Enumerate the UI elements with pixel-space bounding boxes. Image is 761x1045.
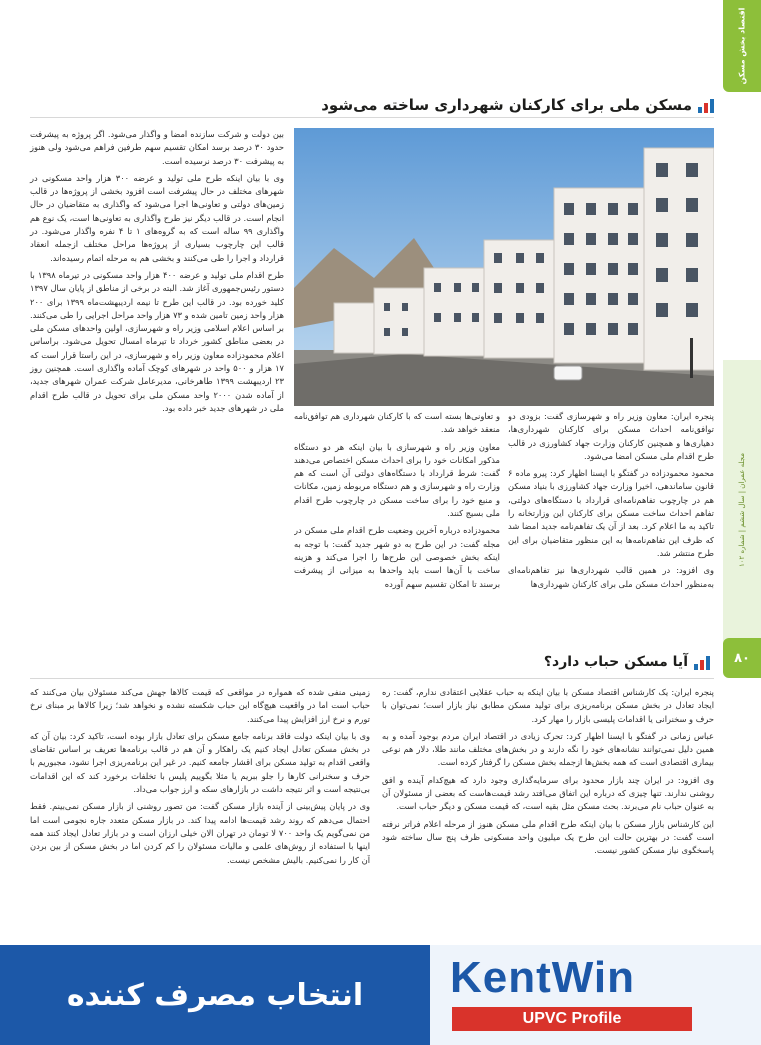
- article1-column-top: [30, 128, 285, 413]
- article2-column-right: [382, 686, 714, 936]
- paragraph: عباس زمانی در گفتگو با ایسنا اظهار کرد: تحرک زیادی در اقتصاد ایران مردم بوجود آمده و به همین دلیل نمی‌توانند نشانه‌های خود را نگه دارند و در بخش‌های مختلف مانند طلا، دلار هم نوعی بیماری اقتصادی است که همه بخش‌ها ازجمله بخش مسکن را گرفتار کرده است.: [382, 730, 714, 768]
- headline-bars-icon: [694, 654, 710, 670]
- article1-column-left-lower: [30, 410, 284, 640]
- paragraph: وی در پایان پیش‌بینی از آینده بازار مسکن گفت: من تصور روشنی از بازار مسکن نمی‌بینم. فقط احتمال می‌دهم که روند رشد قیمت‌ها ادامه پیدا کند. در بازار مسکن متعدد جاره نجومی است اما من نمی‌گویم یک واحد ۷۰۰ لا تومان در تهران الان خیلی ارزان است و در بازار تعادل ایجاد کنند همه اینها با استفاده از روش‌های علمی و مالیات مسئولان را کم کردن اما در بخش مسکن از بین بردن آن کار را نمی‌کنیم. بالیش مشخص نیست.: [30, 801, 370, 865]
- kentwin-advertisement[interactable]: [0, 945, 761, 1045]
- paragraph: وی افزود: در همین قالب شهرداری‌ها نیز تفاهم‌نامه‌ای به‌منظور احداث مسکن ملی برای کارکنان شهرداری‌ها: [508, 565, 714, 589]
- paragraph: و تعاونی‌ها بسته است که با کارکنان شهرداری هم توافق‌نامه منعقد خواهد شد.: [294, 411, 500, 435]
- article1-headline: [30, 92, 714, 118]
- article2-title: آیا مسکن حباب دارد؟: [543, 654, 688, 670]
- article2-headline: [410, 650, 710, 674]
- magazine-strip-label: مجله عمران | سال ششم | شماره ۱۰۲: [738, 452, 746, 568]
- paragraph: پنجره ایران: معاون وزیر راه و شهرسازی گفت: بزودی دو توافق‌نامه احداث مسکن برای کارکنان شهرداری‌ها، دهیاری‌ها و همچنین کارکنان وزارت جهاد کشاورزی در قالب طرح اقدام ملی مسکن امضا می‌شود.: [508, 411, 714, 461]
- paragraph: طرح اقدام ملی تولید و عرضه ۴۰۰ هزار واحد مسکونی در تیرماه ۱۳۹۸ با دستور رئیس‌جمهوری آغاز شد. البته در برخی از مناطق از پایان سال ۱۳۹۷ کلید خورده بود. در قالب این طرح تا نیمه اردیبهشت‌ماه ۱۳۹۹ برای ۲۰۰ هزار واحد زمین تامین شده و ۷۳ هزار واحد مراحل اجرایی را طی می‌کنند. بر اساس اعلام اسلامی وزیر راه و شهرسازی، اولین واحدهای مسکن ملی در بعضی مناطق کشور خرداد تا تیرماه امسال تحویل می‌شود. براساس اعلام محمودزاده معاون وزیر راه و شهرسازی، در این راستا قرار است که ۱۷ هزار و ۵۰۰ واحد در شهرهای کوچک آماده واگذاری است. همچنین روز ۲۳ اردیبهشت ۱۳۹۹ طاهرخانی، مدیرعامل شرکت عمران شهرهای جدید، از آماده شدن ۲۰۰۰ واحد مسکن ملی برای تحویل در قالب طرح اقدام ملی در شهرهای جدید خبر داده بود.: [30, 269, 285, 413]
- section-tab-label: اقتصاد بخش مسکن: [737, 7, 747, 85]
- section-tab: [723, 0, 761, 92]
- apartment-buildings-illustration: [294, 128, 714, 406]
- ad-brand-panel: [430, 945, 761, 1045]
- paragraph: معاون وزیر راه و شهرسازی با بیان اینکه هر دو دستگاه مذکور امکانات خود را برای احداث مسکن اختصاص می‌دهند گفت: شرط قرارداد با دستگاه‌های دولتی آن است که هم وزارت راه و شهرسازی و هم دستگاه مربوطه زمین، مکانات و منبع خود را برای ساخت مسکن در چارچوب طرح اقدام ملی بسیج کنند.: [294, 441, 500, 519]
- kentwin-logo: KentWin: [450, 953, 636, 1002]
- paragraph: این کارشناس بازار مسکن با بیان اینکه طرح اقدام ملی مسکن هنوز از مرحله اعلام فراتر نرفته است گفت: در بهترین حالت این طرح یک میلیون واحد مسکونی ظرف پنج سال ساخته شود پاسخگوی نیاز مسکن کشور نیست.: [382, 818, 714, 856]
- article1-title: مسکن ملی برای کارکنان شهرداری ساخته می‌شود: [321, 95, 692, 114]
- page-number: ۸۰: [723, 638, 761, 678]
- paragraph: محمود محمودزاده در گفتگو با ایسنا اظهار کرد: پیرو ماده ۶ قانون ساماندهی، اخیرا وزارت جهاد کشاورزی با بنیاد مسکن هم در چارچوب تفاهم‌نامه‌ای قرارداد با دستگاه‌های دولتی، تفاهم احداث ساخت مسکن برای کارکنان این وزارتخانه را تاکید به ما اعلام کرد. بعد از آن یک تفاهم‌نامه جدید امضا شد که ظرف این تفاهم‌نامه‌ها به این منظور متقاضیان برای این طرح منتشر شد.: [508, 468, 714, 558]
- article1-column-right: [508, 410, 714, 642]
- magazine-strip: [723, 360, 761, 660]
- paragraph: پنجره ایران: یک کارشناس اقتصاد مسکن با بیان اینکه به حباب عقلایی اعتقادی ندارم، گفت: ره ایجاد تعادل در بخش مسکن برنامه‌ریزی برای تولید مسکن مطابق نیاز بازار است؛ نمی‌توان با حرف و سخنرانی یا اقدامات پلیسی بازار را مهار کرد.: [382, 687, 714, 724]
- paragraph: بین دولت و شرکت سازنده امضا و واگذار می‌شود. اگر پروژه به پیشرفت حدود ۳۰ درصد برسد امکان تقسیم سهم طرفین فراهم می‌شود ولی هنوز به پیشرفت ۳۰ درصد نرسیده است.: [30, 129, 284, 166]
- ad-slogan: انتخاب مصرف کننده: [66, 977, 364, 1013]
- ad-slogan-panel: [0, 945, 430, 1045]
- article1-column-middle: [294, 410, 500, 642]
- paragraph: وی با بیان اینکه طرح ملی تولید و عرضه ۳۰۰ هزار واحد مسکونی در شهر‌های مختلف در حال پیشرفت است افزود بخشی از پروژه‌ها در قالب زمین‌های دولتی و تعاونی‌ها اجرا می‌شود که واگذاری به متقاضیان در حال انجام است. در قالب دیگر نیز طرح واگذاری به تعاونی‌ها است، یک نوع هم واگذاری ۹۹ ساله است که به گروه‌های ۱ تا ۴ نفره واگذار می‌شود. در قالب این چارچوب بسیاری از پروژه‌ها مراحل مختلف ازجمله انعقاد قرارداد و اجرا را طی می‌کنند و بخشی هم به مرحله اتمام رسیده‌اند.: [30, 172, 285, 263]
- article2-column-left: [30, 686, 370, 936]
- ad-tagline: UPVC Profile: [452, 1007, 692, 1031]
- paragraph: وی با بیان اینکه دولت فاقد برنامه جامع مسکن برای تعادل بازار بوده است، تاکید کرد: بیان آن که در بخش مسکن تعادل ایجاد کنیم یک راهکار و آن هم در قالب برنامه‌ها تعریف بر اساس تقاضای واقعی اقدام به تولید مسکن برای اقشار جامعه کنیم. در غیر این برنامه‌ریزی اجرا نشود، مجبوریم با حرف و سخنرانی کارها را جلو ببریم یا مثلا بگوییم پلیس با تخلفات برخورد کند که این اقدامات بی‌نتیجه است و اثر نتیجه داشت در بازارهای سکه و ارز جواب می‌داد.: [30, 730, 370, 795]
- paragraph: محمودزاده درباره آخرین وضعیت طرح اقدام ملی مسکن در مجله گفت: در این طرح به دو شهر جدید گفت: با توجه به اینکه بخش خصوصی این طرح‌ها را اجرا می‌کند و هزینه ساخت با آن‌ها است باید واحدها به میزانی از پیشرفت برسند تا امکان تقسیم سهم آورده: [294, 525, 500, 589]
- headline-bars-icon: [698, 97, 714, 113]
- article1-photo: [294, 128, 714, 406]
- paragraph: زمینی منفی شده که همواره در مواقعی که قیمت کالاها جهش می‌کند مسئولان بیان می‌کنند که حباب است اما در واقعیت هیچ‌گاه این حباب شکسته نشده و نخواهد شد؛ زیرا کالاها بر مبنای نرخ تورم و نرخ ارز افزایش پیدا می‌کنند.: [30, 687, 370, 724]
- divider: [30, 678, 714, 679]
- paragraph: وی افزود: در ایران چند بازار محدود برای سرمایه‌گذاری وجود دارد که هیچ‌کدام آینده و افق روشنی ندارند. تنها چیزی که درباره این اتفاق می‌افتد رشد قیمت‌هاست که بعضی از مسئولان آن به عنوان حباب نام می‌برند. بحث مسکن مثل بقیه است، که قیمت مسکن و دیگر حباب است.: [382, 774, 714, 812]
